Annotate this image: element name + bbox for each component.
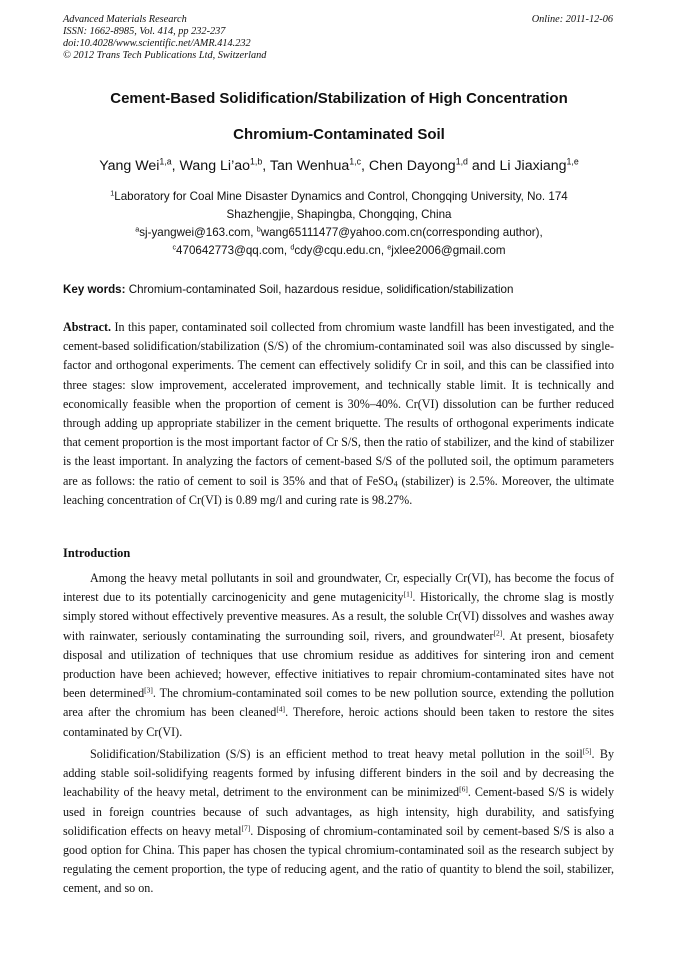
abstract-text-1: In this paper, contaminated soil collected from chromium waste landfill has been investigated, and the cement-based solidification/stabilization (S/S) of the chromium-contaminated soil was also discussed by single-factor and orthogonal experiments. The cement can effectively solidify Cr in soil, and this can be classified into three stages: slow improvement, accelerated improvement, and technically stable limit. It is technically and economically feasible when the proportion of cement is 30%–40%. Cr(VI) dissolution can be further reduced through adding up appropriate stabilizer in the cement briquette. The results of orthogonal experiments indicate that cement proportion is the most important factor of Cr S/S, then the ratio of stabilizer, and the kind of stabilizer is the least important. In analyzing the factors of cement-based S/S of the polluted soil, the optimum parameters are as follows: the ratio of cement to soil is 35% and that of FeSO xyxy=(63,320,614,488)
citation-ref: [7] xyxy=(241,823,251,833)
email-b: wang65111477@yahoo.com.cn(corresponding author), xyxy=(260,226,543,239)
citation-ref: [6] xyxy=(459,784,468,794)
email-a: sj-yangwei@163.com, xyxy=(139,226,257,239)
keywords xyxy=(63,282,616,298)
keywords-label: Key words: xyxy=(63,283,126,296)
abstract-label: Abstract. xyxy=(63,320,112,334)
journal-name: Advanced Materials Research xyxy=(63,14,187,25)
abstract xyxy=(63,318,614,510)
author-name: Yang Wei xyxy=(99,158,160,174)
author-list xyxy=(20,156,658,176)
author-separator: , xyxy=(262,158,270,174)
email-e: jxlee2006@gmail.com xyxy=(391,244,506,257)
email-sup-d: d xyxy=(290,242,295,252)
paragraph-text: . Historically, the chrome slag is mostly simply stored without effectively preventive measures. As a result, the soluble Cr(VI) dissolves and washes away with rainwater, seriously contaminating the surrounding soil, rivers, and groundwater xyxy=(63,590,614,643)
email-c: 470642773@qq.com, xyxy=(176,244,291,257)
citation-ref: [3] xyxy=(144,685,153,695)
paragraph-text: . By adding stable soil-solidifying reagents formed by infusing different binders in the soil and by decreasing the leachability of the heavy metal, detriment to the environment can be minimized xyxy=(63,747,614,800)
email-sup-e: e xyxy=(387,242,392,252)
citation-ref: [1] xyxy=(403,589,413,599)
email-d: cdy@cqu.edu.cn, xyxy=(294,244,388,257)
author-name: Li Jiaxiang xyxy=(499,158,567,174)
author-sup: 1,d xyxy=(455,156,468,167)
paragraph-text: . Cement-based S/S is widely used in foreign countries because of such advantages, as high intensity, high durability, and satisfying solidification effects on heavy metal xyxy=(63,785,614,838)
paragraph-text: . At present, biosafety disposal and utilization of techniques that use chromium residue as additives for sintering iron and cement production have been achieved; however, effective initiatives to repair chromium-contaminated sites have not been determined xyxy=(63,628,615,701)
author-sup: 1,a xyxy=(159,156,172,167)
introduction-heading: Introduction xyxy=(63,546,131,560)
abstract-text-2: (stabilizer) is 2.5%. Moreover, the ultimate leaching concentration of Cr(VI) is 0.89 mg/l and curing rate is 98.27%. xyxy=(63,473,614,507)
email-sup-b: b xyxy=(256,224,261,234)
author-separator: , xyxy=(361,158,369,174)
online-date: Online: 2011-12-06 xyxy=(531,14,613,25)
author-name: Wang Li’ao xyxy=(179,158,250,174)
email-line-1 xyxy=(20,225,658,241)
citation-ref: [5] xyxy=(582,746,592,756)
affiliation-sup: 1 xyxy=(110,188,115,198)
introduction-paragraph-2 xyxy=(63,745,614,899)
paragraph-text: Among the heavy metal pollutants in soil and groundwater, Cr, especially Cr(VI), has become the focus of interest due to its potentially carcinogenicity and gene mutagenicity xyxy=(63,571,614,605)
author-name: Chen Dayong xyxy=(368,158,456,174)
introduction-paragraph-1 xyxy=(63,569,614,742)
paragraph-text: . Disposing of chromium-contaminated soil by cement-based S/S is also a good option for China. This paper has chosen the typical chromium-contaminated soil as the research subject by regulating the cement proportion, the type of reducing agent, and the ratio of quantity to blend the soil, stabilizer, cement, and so on. xyxy=(63,823,614,896)
doi-line: doi:10.4028/www.scientific.net/AMR.414.232 xyxy=(63,38,251,49)
paper-title-line-1: Cement-Based Solidification/Stabilization of High Concentration xyxy=(110,90,568,107)
paragraph-text: . The chromium-contaminated soil comes to be new pollution source, extending the pollution area after the chromium has been cleaned xyxy=(63,686,614,720)
citation-ref: [2] xyxy=(493,628,503,638)
abstract-subscript: 4 xyxy=(393,479,398,489)
paper-title-line-2: Chromium-Contaminated Soil xyxy=(233,126,445,143)
affiliation-line-1 xyxy=(20,189,658,205)
journal-header xyxy=(63,14,393,62)
affiliation-text-1: Laboratory for Coal Mine Disaster Dynamics and Control, Chongqing University, No. 174 xyxy=(114,190,568,203)
keywords-text: Chromium-contaminated Soil, hazardous residue, solidification/stabilization xyxy=(125,283,514,296)
copyright-line: © 2012 Trans Tech Publications Ltd, Switzerland xyxy=(63,50,267,61)
email-line-2 xyxy=(20,243,658,259)
email-sup-a: a xyxy=(135,224,140,234)
author-name: Tan Wenhua xyxy=(269,158,350,174)
author-sup: 1,e xyxy=(566,156,579,167)
email-sup-c: c xyxy=(172,242,177,252)
author-sup: 1,c xyxy=(349,156,362,167)
paragraph-text: Solidification/Stabilization (S/S) is an efficient method to treat heavy metal pollution in the soil xyxy=(90,747,583,761)
paragraph-text: . Therefore, heroic actions should been taken to restore the sites contaminated by Cr(VI). xyxy=(63,705,615,739)
citation-ref: [4] xyxy=(276,704,286,714)
author-separator: , xyxy=(171,158,180,174)
affiliation-line-2: Shazhengjie, Shapingba, Chongqing, China xyxy=(226,208,452,221)
issn-line: ISSN: 1662-8985, Vol. 414, pp 232-237 xyxy=(63,26,226,37)
author-separator: and xyxy=(467,158,500,174)
author-sup: 1,b xyxy=(250,156,263,167)
